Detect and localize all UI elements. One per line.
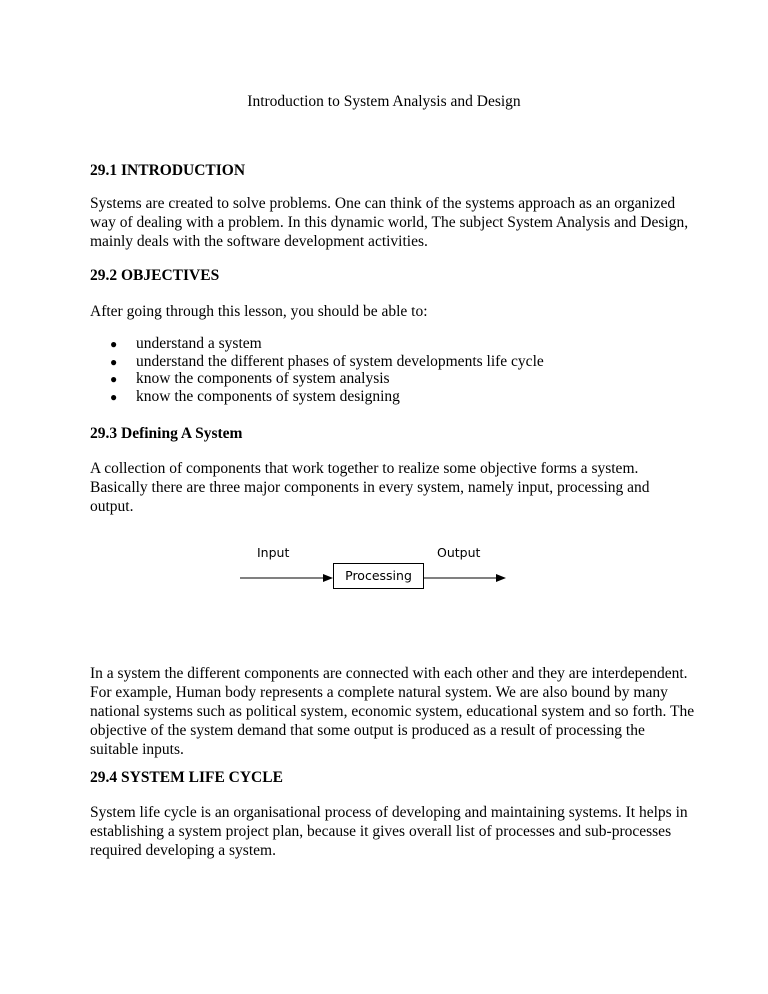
paragraph-line: establishing a system project plan, because it gives overall list of processes and sub-processes [90,823,672,840]
paragraph-line: output. [90,498,134,515]
list-item [110,353,544,371]
paragraph-line: A collection of components that work together to realize some objective forms a system. [90,460,639,477]
paragraph-line: In a system the different components are connected with each other and they are interdependent. [90,665,688,682]
section-heading-introduction: 29.1 INTRODUCTION [90,162,246,179]
section-heading-defining-system: 29.3 Defining A System [90,425,243,442]
bullet-icon: ● [110,389,118,404]
input-label: Input [257,545,290,560]
system-life-cycle-paragraph [90,803,690,860]
objectives-list [110,335,544,405]
output-label: Output [437,545,481,560]
bullet-icon: ● [110,372,118,386]
input-arrow-head-icon [323,574,333,582]
list-item-text: understand the different phases of system developments life cycle [136,352,544,370]
list-item-text: understand a system [136,335,262,352]
paragraph-line: System life cycle is an organisational process of developing and maintaining systems. It helps in [90,804,688,821]
paragraph-line: mainly deals with the software development activities. [90,233,428,250]
processing-label: Processing [345,568,412,583]
paragraph-line: After going through this lesson, you should be able to: [90,303,428,320]
section-heading-system-life-cycle: 29.4 SYSTEM LIFE CYCLE [90,769,283,786]
paragraph-line: Systems are created to solve problems. One can think of the systems approach as an organized [90,195,676,212]
paragraph-line: suitable inputs. [90,741,184,758]
bullet-icon: ● [110,354,118,369]
introduction-paragraph [90,194,690,251]
list-item [110,370,544,388]
paragraph-line: national systems such as political system, economic system, educational system and so forth. The [90,703,695,720]
output-arrow-head-icon [496,574,506,582]
section-heading-objectives: 29.2 OBJECTIVES [90,267,220,284]
bullet-icon: ● [110,337,118,351]
input-processing-output-diagram [230,535,530,605]
paragraph-line: objective of the system demand that some output is produced as a result of processing the [90,722,645,739]
list-item [110,335,544,353]
paragraph-line: For example, Human body represents a complete natural system. We are also bound by many [90,684,668,701]
defining-system-paragraph [90,459,690,516]
document-title: Introduction to System Analysis and Design [247,93,521,110]
system-components-paragraph [90,664,695,759]
paragraph-line: required developing a system. [90,842,276,859]
list-item [110,388,544,406]
paragraph-line: Basically there are three major components in every system, namely input, processing and [90,479,650,496]
paragraph-line: way of dealing with a problem. In this dynamic world, The subject System Analysis and Design, [90,214,689,231]
list-item-text: know the components of system designing [136,387,400,405]
list-item-text: know the components of system analysis [136,370,390,387]
objectives-intro [90,302,690,321]
